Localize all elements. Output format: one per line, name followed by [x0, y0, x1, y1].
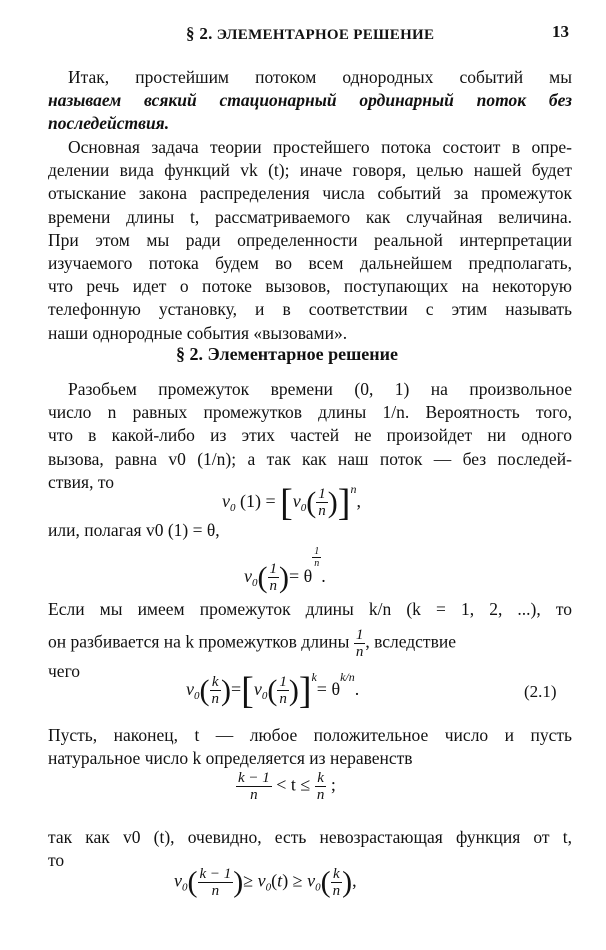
partition-paragraph — [48, 378, 572, 494]
text-line: времени длины t, рассматриваемого как случайная величина. — [48, 206, 572, 227]
formula-v0-of-1: $v_0$ $(1) = [v_0$( $\frac{1}{n}$ )]$^n$, — [222, 481, 361, 524]
header-title: ЭЛЕМЕНТАРНОЕ РЕШЕНИЕ — [216, 27, 435, 43]
text-line: вызова, равна v0 (1/n); а так как наш поток — без последей- — [48, 448, 572, 469]
text-line: чего — [48, 661, 81, 682]
running-header — [186, 24, 434, 44]
text-line: делении вида функций vk (t); иначе говоря, целью нашей будет — [48, 160, 572, 181]
main-task-paragraph — [48, 136, 572, 345]
formula-v0-of-1n: $v_0$( $\frac{1}{n}$ )= θ $\frac{1}{n}$ . — [244, 546, 326, 595]
text-line: наши однородные события «вызовами». — [48, 322, 348, 343]
fraction: $\frac{1}{n}$ — [269, 561, 277, 595]
exponent-fraction: $\frac{1}{n}$ — [314, 546, 320, 569]
text-line: так как v0 (t), очевидно, есть невозрастающая функция от t, — [48, 827, 572, 847]
text-line: Разобьем промежуток времени (0, 1) на произвольное — [68, 379, 572, 399]
formula-2-1: $v_0$( $\frac{k}{n}$ )$=[v_0$( $\frac{1}{n}$ )]$^k= \theta^{k/n}$. — [186, 669, 360, 712]
text-line: число n равных промежутков длины 1/n. Вероятность того, — [48, 402, 572, 423]
fraction: $\frac{k}{n}$ — [211, 674, 219, 708]
setting-theta-line: или, полагая v0 (1) = θ, — [48, 520, 220, 540]
text-line: телефонную установку, и в соответствии с этим называть — [48, 299, 572, 320]
text-line: натуральное число k определяется из неравенств — [48, 748, 413, 769]
inequality-intro-paragraph — [48, 724, 572, 770]
text-line: что речь идет о потоке вызовов, поступающих на некоторую — [48, 276, 572, 297]
text-line: Пусть, наконец, t — любое положительное число и пусть — [48, 725, 572, 745]
fraction: $\frac{k}{n}$ — [332, 866, 341, 899]
fraction: $\frac{k - 1}{n}$ — [238, 770, 270, 803]
fraction: $\frac{1}{n}$ — [318, 486, 326, 520]
text-line: что в какой-либо из этих частей не произойдет ни одного — [48, 425, 572, 446]
text-line: он разбивается на k промежутков длины $\frac{1}{n}$ , вследствие — [48, 627, 456, 661]
text-line: изучаемого потока будем во всем дальнейшем предполагать, — [48, 253, 572, 274]
text-line: называем всякий стационарный ординарный поток без — [48, 90, 572, 111]
fraction: $\frac{1}{n}$ — [279, 674, 287, 708]
formula-inequality: $\frac{k - 1}{n}$ < t ≤ $\frac{k}{n}$ ; — [238, 770, 336, 803]
text-line: то — [48, 850, 65, 871]
equation-number: (2.1) — [524, 682, 557, 701]
text-line: Основная задача теории простейшего потока состоит в опре- — [68, 137, 572, 157]
definition-paragraph — [48, 66, 572, 136]
formula-bounds: $v_0$( $\frac{k - 1}{n}$ )≥ $v_0(t) \ge v_0$( $\frac{k}{n}$ ), — [174, 865, 357, 899]
section-heading: § 2. Элементарное решение — [176, 344, 399, 364]
header-section-mark: § 2. — [186, 24, 213, 43]
text-line: При этом мы ради определенности реальной интерпретации — [48, 229, 572, 250]
text-line: ствия, то — [48, 471, 115, 492]
page-number: 13 — [552, 22, 569, 41]
fraction: $\frac{k}{n}$ — [316, 770, 325, 803]
text-line: Если мы имеем промежуток длины k/n (k = 1, 2, ...), то — [48, 599, 572, 619]
text-line: последействия. — [48, 113, 170, 134]
fraction: $\frac{1}{n}$ — [355, 627, 364, 661]
fraction: $\frac{k - 1}{n}$ — [199, 866, 232, 899]
text-line: Итак, простейшим потоком однородных событий мы — [68, 67, 572, 87]
text-line: отыскание закона распределения числа событий за промежуток — [48, 183, 572, 204]
